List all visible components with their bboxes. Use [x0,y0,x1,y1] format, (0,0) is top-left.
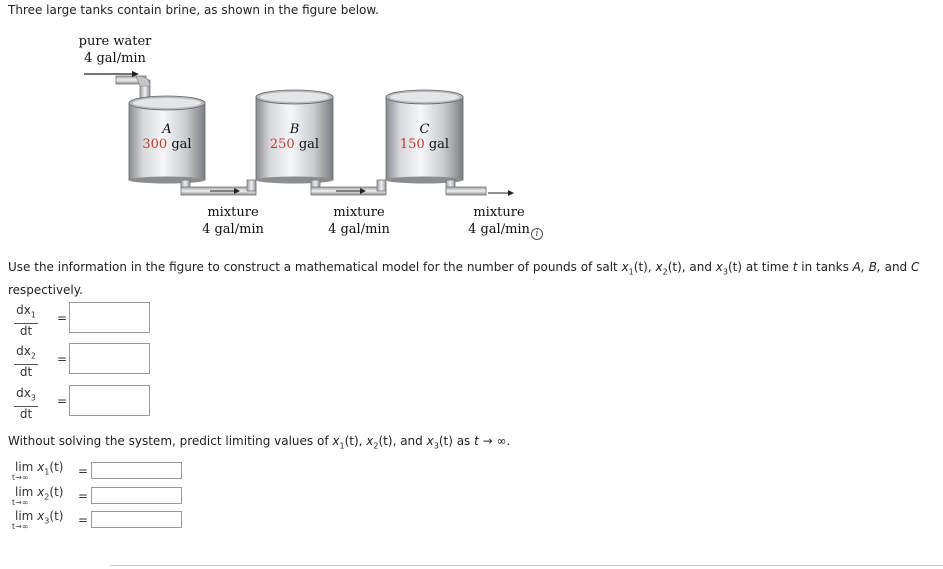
tank-a-name: A [162,122,172,137]
flow-3-label: mixture [473,205,525,220]
tank-c-volume: 150 [399,137,425,152]
equals-sign: = [78,513,89,527]
derivative-3-label: $dx_3$ dt [14,386,38,421]
flow-2-label: mixture [333,205,385,220]
limit-x3-answer-input[interactable] [91,511,182,528]
flow-label-b-c [316,204,402,238]
outflow-arrow [488,190,514,196]
derivative-2-label: $dx_2$ dt [14,344,38,379]
intro-text: Three large tanks contain brine, as shown in the figure below. [8,3,379,17]
flow-label-a-b [190,204,276,238]
tank-a-unit: gal [171,137,192,152]
limit-x2-answer-input[interactable] [91,487,182,504]
tank-b-name: B [289,122,300,137]
question-text: Use the information in the figure to construct a mathematical model for the number of pounds of salt $x_1(t)$, $x_2(t)$, and $x_3(t)$ at time t in tanks A, B, and C respectively. [8,260,920,298]
tank-a-labels [129,122,205,152]
flow-1-rate: 4 gal/min [202,222,264,237]
derivative-1-label: $dx_1$ dt [14,303,38,338]
tank-c-labels [386,122,463,152]
outflow-pipe [446,180,486,195]
tank-b-unit: gal [298,137,320,152]
equals-sign: = [78,464,89,478]
inflow-rate: 4 gal/min [84,51,146,66]
equals-sign: = [57,352,68,366]
prediction-text: Without solving the system, predict limiting values of $x_1(t)$, $x_2(t)$, and $x_3(t)$ as t → ∞. [8,434,511,451]
flow-label-out [456,204,542,238]
tank-c-unit: gal [428,137,450,152]
equals-sign: = [78,489,89,503]
tank-b-labels [256,122,333,152]
dx1-dt-answer-input[interactable] [69,302,150,333]
tank-c-name: C [419,122,430,137]
flow-3-rate: 4 gal/min [468,222,530,237]
flow-1-label: mixture [207,205,259,220]
limit-x1-answer-input[interactable] [91,462,182,479]
tank-a-volume: 300 [142,137,168,152]
bottom-divider [110,565,943,566]
equals-sign: = [57,311,68,325]
flow-2-rate: 4 gal/min [328,222,390,237]
info-icon[interactable]: i [531,228,543,240]
dx3-dt-answer-input[interactable] [69,385,150,416]
tank-b-volume: 250 [269,137,295,152]
limit-2-label: $\lim x_2(t)$ t→∞ [12,485,64,507]
limit-1-label: $\lim x_1(t)$ t→∞ [12,460,64,482]
inflow-label-group [72,33,158,67]
inflow-label: pure water [78,34,152,49]
limit-3-label: $\lim x_3(t)$ t→∞ [12,509,64,531]
dx2-dt-answer-input[interactable] [69,343,150,374]
equals-sign: = [57,394,68,408]
